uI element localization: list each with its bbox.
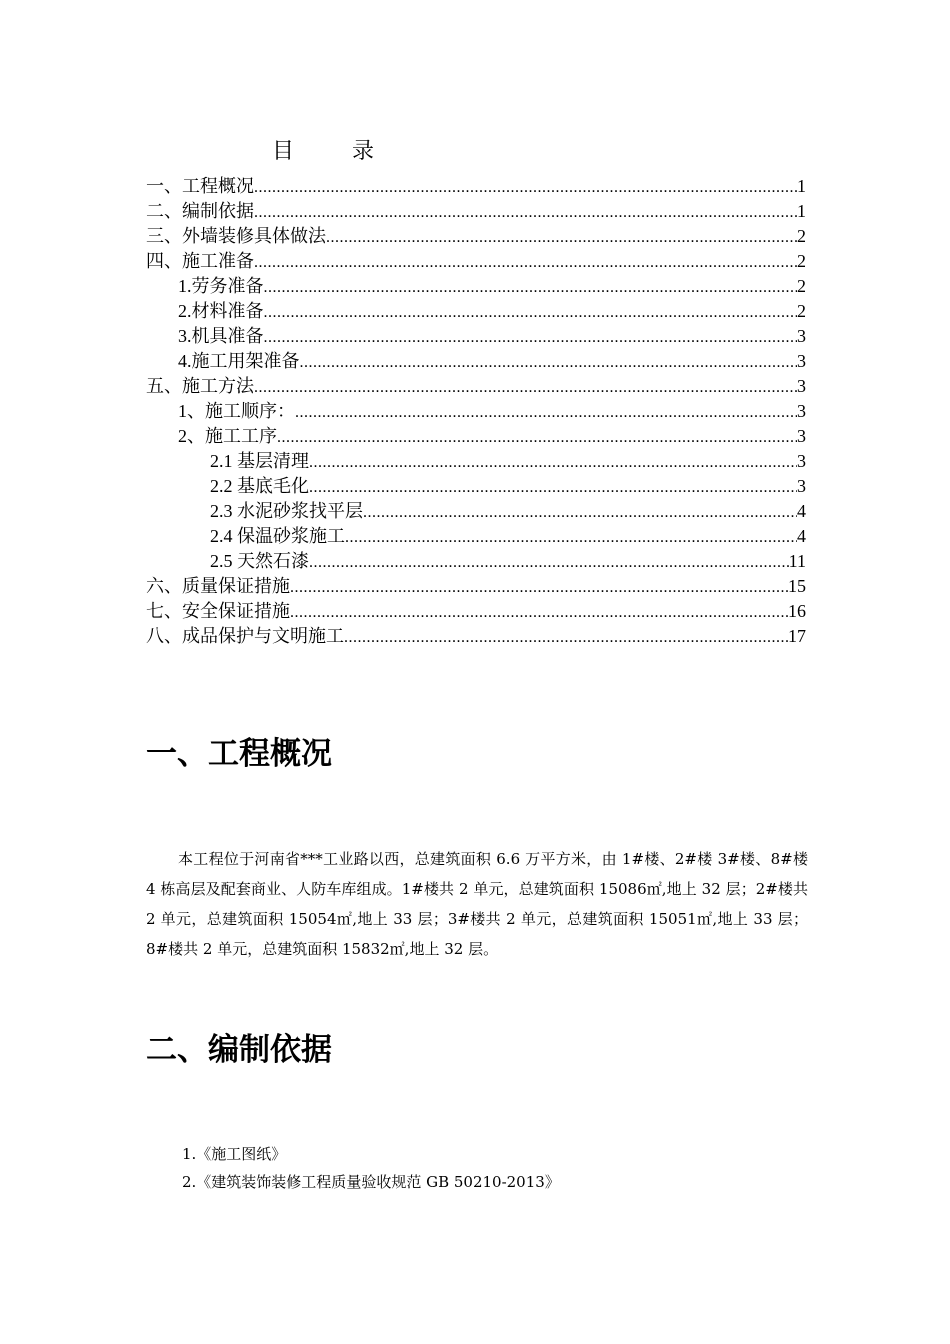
toc-title-char-1: 目 bbox=[272, 139, 295, 164]
toc-entry-page: 1 bbox=[797, 201, 806, 221]
toc-entry[interactable] bbox=[146, 324, 806, 349]
toc-entry-label: 2.2 基底毛化 bbox=[210, 476, 309, 496]
toc-entry-page: 3 bbox=[797, 351, 806, 371]
reference-item: 2.《建筑装饰装修工程质量验收规范 GB 50210-2013》 bbox=[182, 1173, 560, 1191]
toc-entry-label: 二、编制依据 bbox=[146, 201, 254, 221]
toc-title bbox=[272, 134, 374, 165]
toc-entry[interactable] bbox=[146, 349, 806, 374]
toc-entry[interactable] bbox=[146, 299, 806, 324]
table-of-contents bbox=[146, 174, 806, 649]
toc-entry[interactable] bbox=[146, 599, 806, 624]
toc-entry-page: 3 bbox=[797, 451, 806, 471]
toc-entry-label: 2.1 基层清理 bbox=[210, 451, 309, 471]
toc-entry[interactable] bbox=[146, 399, 806, 424]
toc-entry-label: 四、施工准备 bbox=[146, 251, 254, 271]
toc-entry-label: 六、质量保证措施 bbox=[146, 576, 290, 596]
toc-entry[interactable] bbox=[146, 474, 806, 499]
toc-entry[interactable] bbox=[146, 249, 806, 274]
reference-list bbox=[182, 1140, 560, 1196]
toc-entry[interactable] bbox=[146, 499, 806, 524]
toc-entry-page: 2 bbox=[797, 276, 806, 296]
toc-title-char-2: 录 bbox=[352, 139, 375, 164]
toc-entry-page: 17 bbox=[788, 626, 806, 646]
toc-entry-label: 2.3 水泥砂浆找平层 bbox=[210, 501, 363, 521]
reference-item: 1.《施工图纸》 bbox=[182, 1145, 287, 1163]
toc-entry-label: 1.劳务准备 bbox=[178, 276, 264, 296]
toc-entry-page: 3 bbox=[797, 476, 806, 496]
toc-entry[interactable] bbox=[146, 549, 806, 574]
overview-paragraph: 本工程位于河南省***工业路以西，总建筑面积 6.6 万平方米，由 1#楼、2#楼 3#楼、8#楼 4 栋高层及配套商业、人防车库组成。1#楼共 2 单元，总建筑面积 15086㎡,地上 32 层；2#楼共 2 单元，总建筑面积 15054㎡,地上 33 层；3#楼共 2 单元，总建筑面积 15051㎡,地上 33 层； 8#楼共 2 单元，总建筑面积 15832㎡,地上 32 层。 bbox=[146, 850, 808, 958]
toc-entry[interactable] bbox=[146, 174, 806, 199]
toc-entry-label: 1、施工顺序： bbox=[178, 401, 295, 421]
toc-entry-page: 16 bbox=[788, 601, 806, 621]
section-heading-basis: 二、编制依据 bbox=[146, 1032, 332, 1068]
toc-entry-label: 三、外墙装修具体做法 bbox=[146, 226, 326, 246]
toc-entry-page: 1 bbox=[797, 176, 806, 196]
toc-entry-label: 2.材料准备 bbox=[178, 301, 264, 321]
toc-entry-page: 15 bbox=[788, 576, 806, 596]
toc-entry-page: 2 bbox=[797, 301, 806, 321]
toc-entry-page: 11 bbox=[788, 551, 806, 571]
toc-entry-label: 2、施工工序 bbox=[178, 426, 277, 446]
toc-entry-label: 2.5 天然石漆 bbox=[210, 551, 309, 571]
toc-entry-page: 4 bbox=[797, 526, 806, 546]
toc-entry[interactable] bbox=[146, 224, 806, 249]
toc-entry-label: 五、施工方法 bbox=[146, 376, 254, 396]
toc-entry-page: 2 bbox=[797, 226, 806, 246]
toc-entry-page: 2 bbox=[797, 251, 806, 271]
toc-entry-label: 2.4 保温砂浆施工 bbox=[210, 526, 345, 546]
toc-entry-label: 4.施工用架准备 bbox=[178, 351, 300, 371]
toc-entry-label: 七、安全保证措施 bbox=[146, 601, 290, 621]
toc-entry-label: 一、工程概况 bbox=[146, 176, 254, 196]
toc-entry-page: 3 bbox=[797, 426, 806, 446]
toc-entry-label: 八、成品保护与文明施工 bbox=[146, 626, 344, 646]
toc-entry-page: 3 bbox=[797, 401, 806, 421]
toc-entry[interactable] bbox=[146, 449, 806, 474]
toc-entry[interactable] bbox=[146, 199, 806, 224]
toc-entry[interactable] bbox=[146, 374, 806, 399]
toc-entry[interactable] bbox=[146, 574, 806, 599]
section-heading-overview: 一、工程概况 bbox=[146, 736, 332, 772]
toc-entry[interactable] bbox=[146, 524, 806, 549]
toc-entry[interactable] bbox=[146, 274, 806, 299]
toc-entry-label: 3.机具准备 bbox=[178, 326, 264, 346]
toc-entry[interactable] bbox=[146, 424, 806, 449]
toc-entry-page: 4 bbox=[797, 501, 806, 521]
toc-entry-page: 3 bbox=[797, 326, 806, 346]
toc-entry-page: 3 bbox=[797, 376, 806, 396]
toc-entry[interactable] bbox=[146, 624, 806, 649]
